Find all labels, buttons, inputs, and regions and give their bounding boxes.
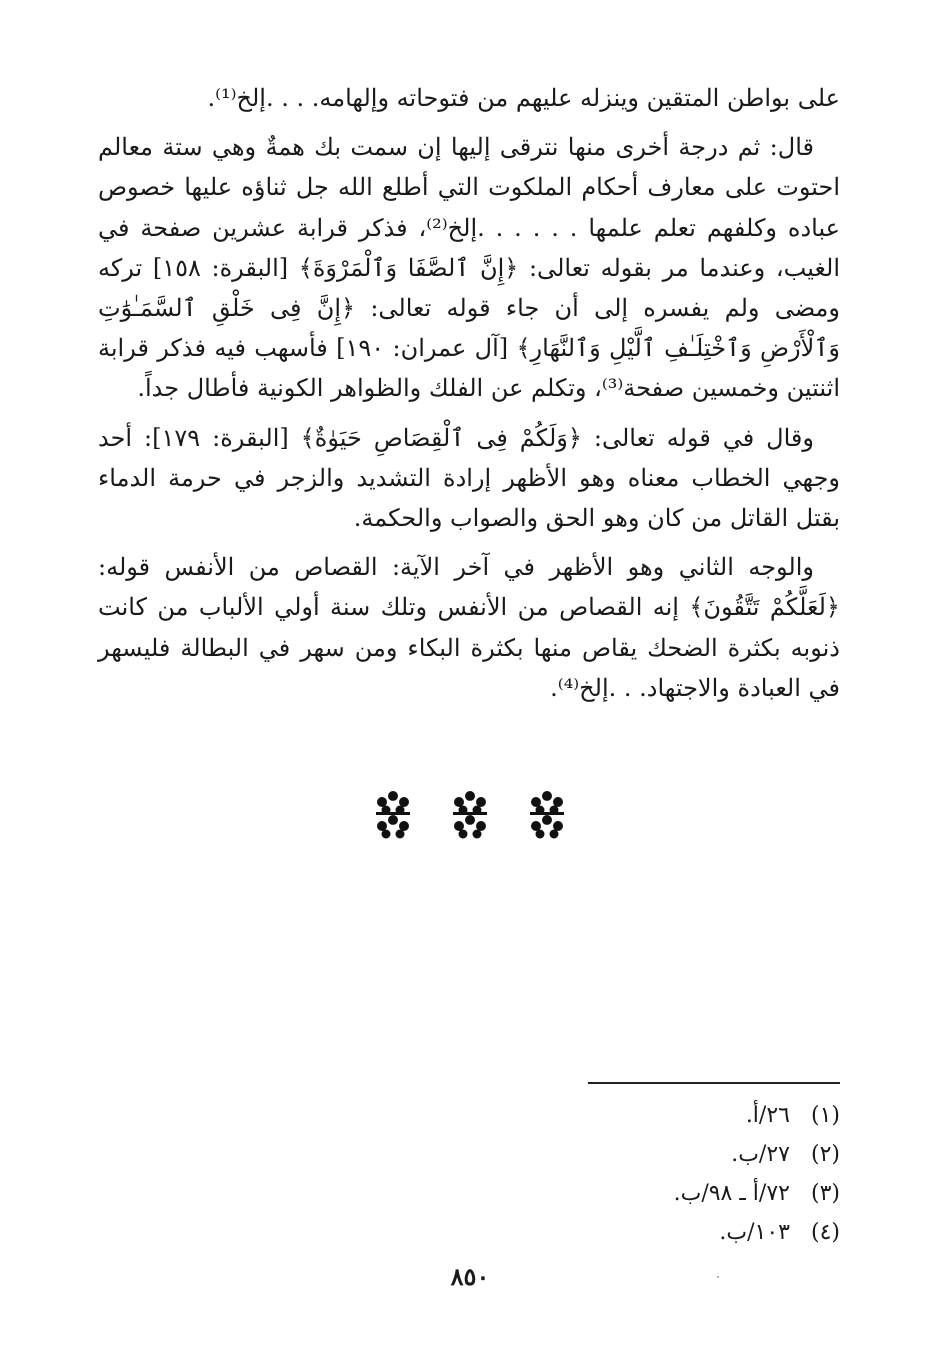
footnote-text: ٢٧/ب. [731, 1142, 790, 1167]
footnote-text: ٧٢/أ ـ ٩٨/ب. [673, 1181, 790, 1206]
scan-speck [717, 1276, 719, 1278]
footnote-4 [560, 1213, 840, 1252]
flower-icon [447, 790, 493, 840]
footnote-3 [560, 1174, 840, 1213]
body-text [98, 78, 840, 708]
footnote-divider [588, 1082, 840, 1084]
footnote-number: (٢) [810, 1142, 840, 1167]
footnote-text: ٢٦/أ. [745, 1103, 790, 1128]
paragraph-1: على بواطن المتقين وينزله عليهم من فتوحاته وإلهامه. . . .إلخ⁽¹⁾. [207, 84, 840, 112]
footnote-number: (٣) [810, 1181, 840, 1206]
footnote-number: (٤) [810, 1220, 840, 1245]
page-number: ٨٥٠ [450, 1262, 490, 1291]
paragraph-2: قال: ثم درجة أخرى منها نترقى إليها إن سمت بك همةٌ وهي ستة معالم احتوت على معارف أحكام الملكوت التي أطلع الله جل ثناؤه عليها خصوص عباده وكلفهم تعلم علمها . . . . . .إلخ⁽²⁾، فذكر قرابة عشرين صفحة في الغيب، وعندما مر بقوله تعالى: ﴿إِنَّ ٱلصَّفَا وَٱلْمَرْوَةَ﴾ [البقرة: ١٥٨] تركه ومضى ولم يفسره إلى أن جاء قوله تعالى: ﴿إِنَّ فِى خَلْقِ ٱلسَّمَـٰوَٰتِ وَٱلْأَرْضِ وَٱخْتِلَـٰفِ ٱلَّيْلِ وَٱلنَّهَارِ﴾ [آل عمران: ١٩٠] فأسهب فيه فذكر قرابة اثنتين وخمسين صفحة⁽³⁾، وتكلم عن الفلك والظواهر الكونية فأطال جداً. [98, 133, 841, 403]
footnote-1 [560, 1096, 840, 1135]
footnote-2 [560, 1135, 840, 1174]
section-ornament [370, 790, 570, 840]
flower-icon [370, 790, 416, 840]
paragraph-3: وقال في قوله تعالى: ﴿وَلَكُمْ فِى ٱلْقِصَاصِ حَيَوٰةٌ﴾ [البقرة: ١٧٩]: أحد وجهي الخطاب معناه وهو الأظهر إرادة التشديد والزجر في حرمة الدماء بقتل القاتل من كان وهو الحق والصواب والحكمة. [98, 423, 840, 533]
footnote-text: ١٠٣/ب. [719, 1220, 790, 1245]
footnote-number: (١) [810, 1103, 840, 1128]
footnotes [560, 1096, 840, 1252]
paragraph-4: والوجه الثاني وهو الأظهر في آخر الآية: القصاص من الأنفس قوله: ﴿لَعَلَّكُمْ تَتَّقُونَ﴾ إنه القصاص من الأنفس وتلك سنة أولي الألباب من كانت ذنوبه بكثرة الضحك يقاص منها بكثرة البكاء ومن سهر في البطالة فليسهر في العبادة والاجتهاد. . .إلخ⁽⁴⁾. [98, 553, 840, 702]
flower-icon [524, 790, 570, 840]
